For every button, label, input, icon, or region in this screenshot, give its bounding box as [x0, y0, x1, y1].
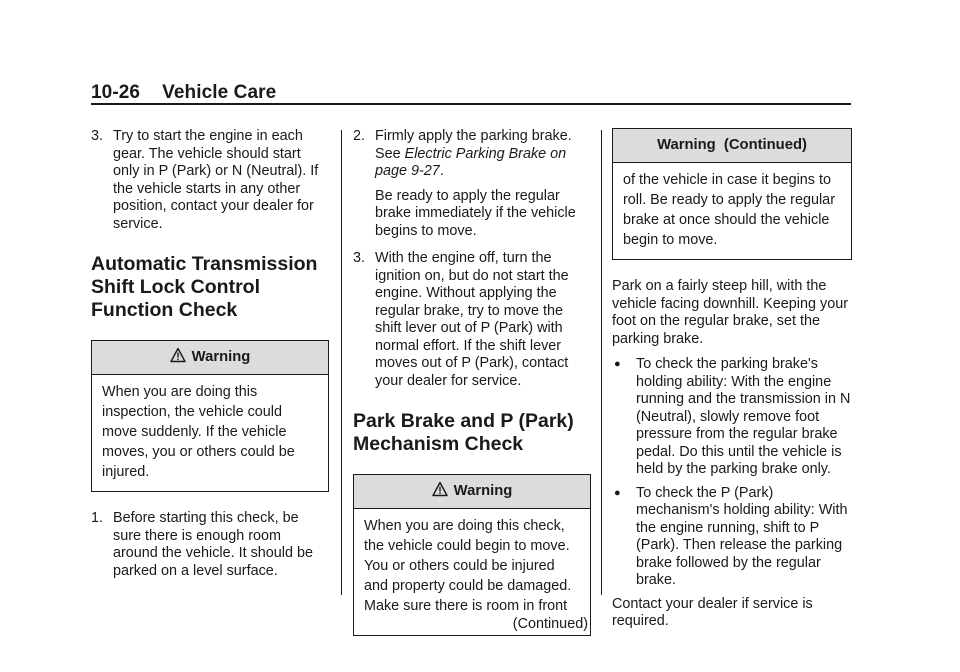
step-number: 1.	[91, 510, 104, 526]
section-heading: Automatic Transmission Shift Lock Control Function Check	[91, 253, 318, 321]
header-rule	[91, 103, 851, 105]
column-3	[612, 128, 852, 639]
step-number: 2.	[353, 128, 366, 144]
column-divider	[341, 130, 342, 595]
warning-text: When you are doing this check, the vehicle could begin to move. You or others could be injured and property could be damaged. Make sure there is room in front	[364, 518, 572, 614]
warning-text: of the vehicle in case it begins to roll. Be ready to apply the regular brake at once should the vehicle begin to move.	[623, 172, 835, 248]
step-number: 3.	[353, 250, 366, 266]
section-title: Vehicle Care	[162, 82, 277, 103]
step-text: Firmly apply the parking brake. See Electric Parking Brake on page 9-27.	[375, 128, 572, 179]
intro-paragraph: Park on a fairly steep hill, with the vehicle facing downhill. Keeping your foot on the regular brake, set the parking brake.	[612, 278, 848, 347]
warning-title: Warning	[453, 483, 513, 499]
warning-box	[353, 474, 591, 636]
continued-label: (Continued)	[512, 616, 588, 632]
page-header	[91, 82, 276, 104]
step-note: Be ready to apply the regular brake immediately if the vehicle begins to move.	[375, 187, 576, 239]
step-text: Try to start the engine in each gear. The vehicle should start only in P (Park) or N (Neutral). If the vehicle starts in any other position, contact your dealer for service.	[113, 128, 319, 232]
cross-reference-link[interactable]: Electric Parking Brake on page 9-27	[375, 145, 567, 179]
column-1	[91, 128, 329, 590]
closing-paragraph: Contact your dealer if service is required.	[612, 595, 813, 629]
warning-box-continued	[612, 128, 852, 260]
step-item	[353, 250, 591, 390]
section-heading: Park Brake and P (Park) Mechanism Check	[353, 410, 574, 455]
list-item-text: To check the parking brake's holding ability: With the engine running and the transmission in N (Neutral), slowly remove foot pressure from the regular brake pedal. Do this until the vehicle is held by the parking brake only.	[636, 356, 851, 477]
warning-title: Warning	[191, 349, 251, 365]
step-item	[353, 128, 591, 240]
warning-header: Warning (Continued)	[613, 129, 851, 163]
step-number: 3.	[91, 128, 104, 144]
column-2	[353, 128, 591, 654]
warning-box	[91, 340, 329, 492]
step-text: Before starting this check, be sure there is enough room around the vehicle. It should be parked on a level surface.	[113, 510, 314, 579]
bullet-icon: ●	[614, 358, 621, 370]
list-item	[612, 485, 852, 590]
warning-text: When you are doing this inspection, the vehicle could move suddenly. If the vehicle moves, you or others could be injured.	[102, 384, 295, 480]
list-item-text: To check the P (Park) mechanism's holding ability: With the engine running, shift to P (Park). Then release the parking brake followed by the regular brake.	[636, 484, 848, 588]
page-number: 10-26	[91, 82, 141, 103]
step-item	[91, 128, 329, 233]
warning-header	[92, 341, 328, 375]
warning-header	[354, 475, 590, 509]
warning-triangle-icon	[170, 347, 186, 363]
bullet-icon: ●	[614, 486, 621, 499]
list-item	[612, 356, 852, 479]
warning-triangle-icon	[432, 481, 448, 497]
step-item	[91, 510, 329, 580]
step-text: With the engine off, turn the ignition on, but do not start the engine. Without applying the regular brake, try to move the shift lever out of P (Park) with normal effort. If the shift lever moves out of P (Park), contact your dealer for service.	[375, 250, 569, 389]
column-divider	[601, 130, 602, 595]
